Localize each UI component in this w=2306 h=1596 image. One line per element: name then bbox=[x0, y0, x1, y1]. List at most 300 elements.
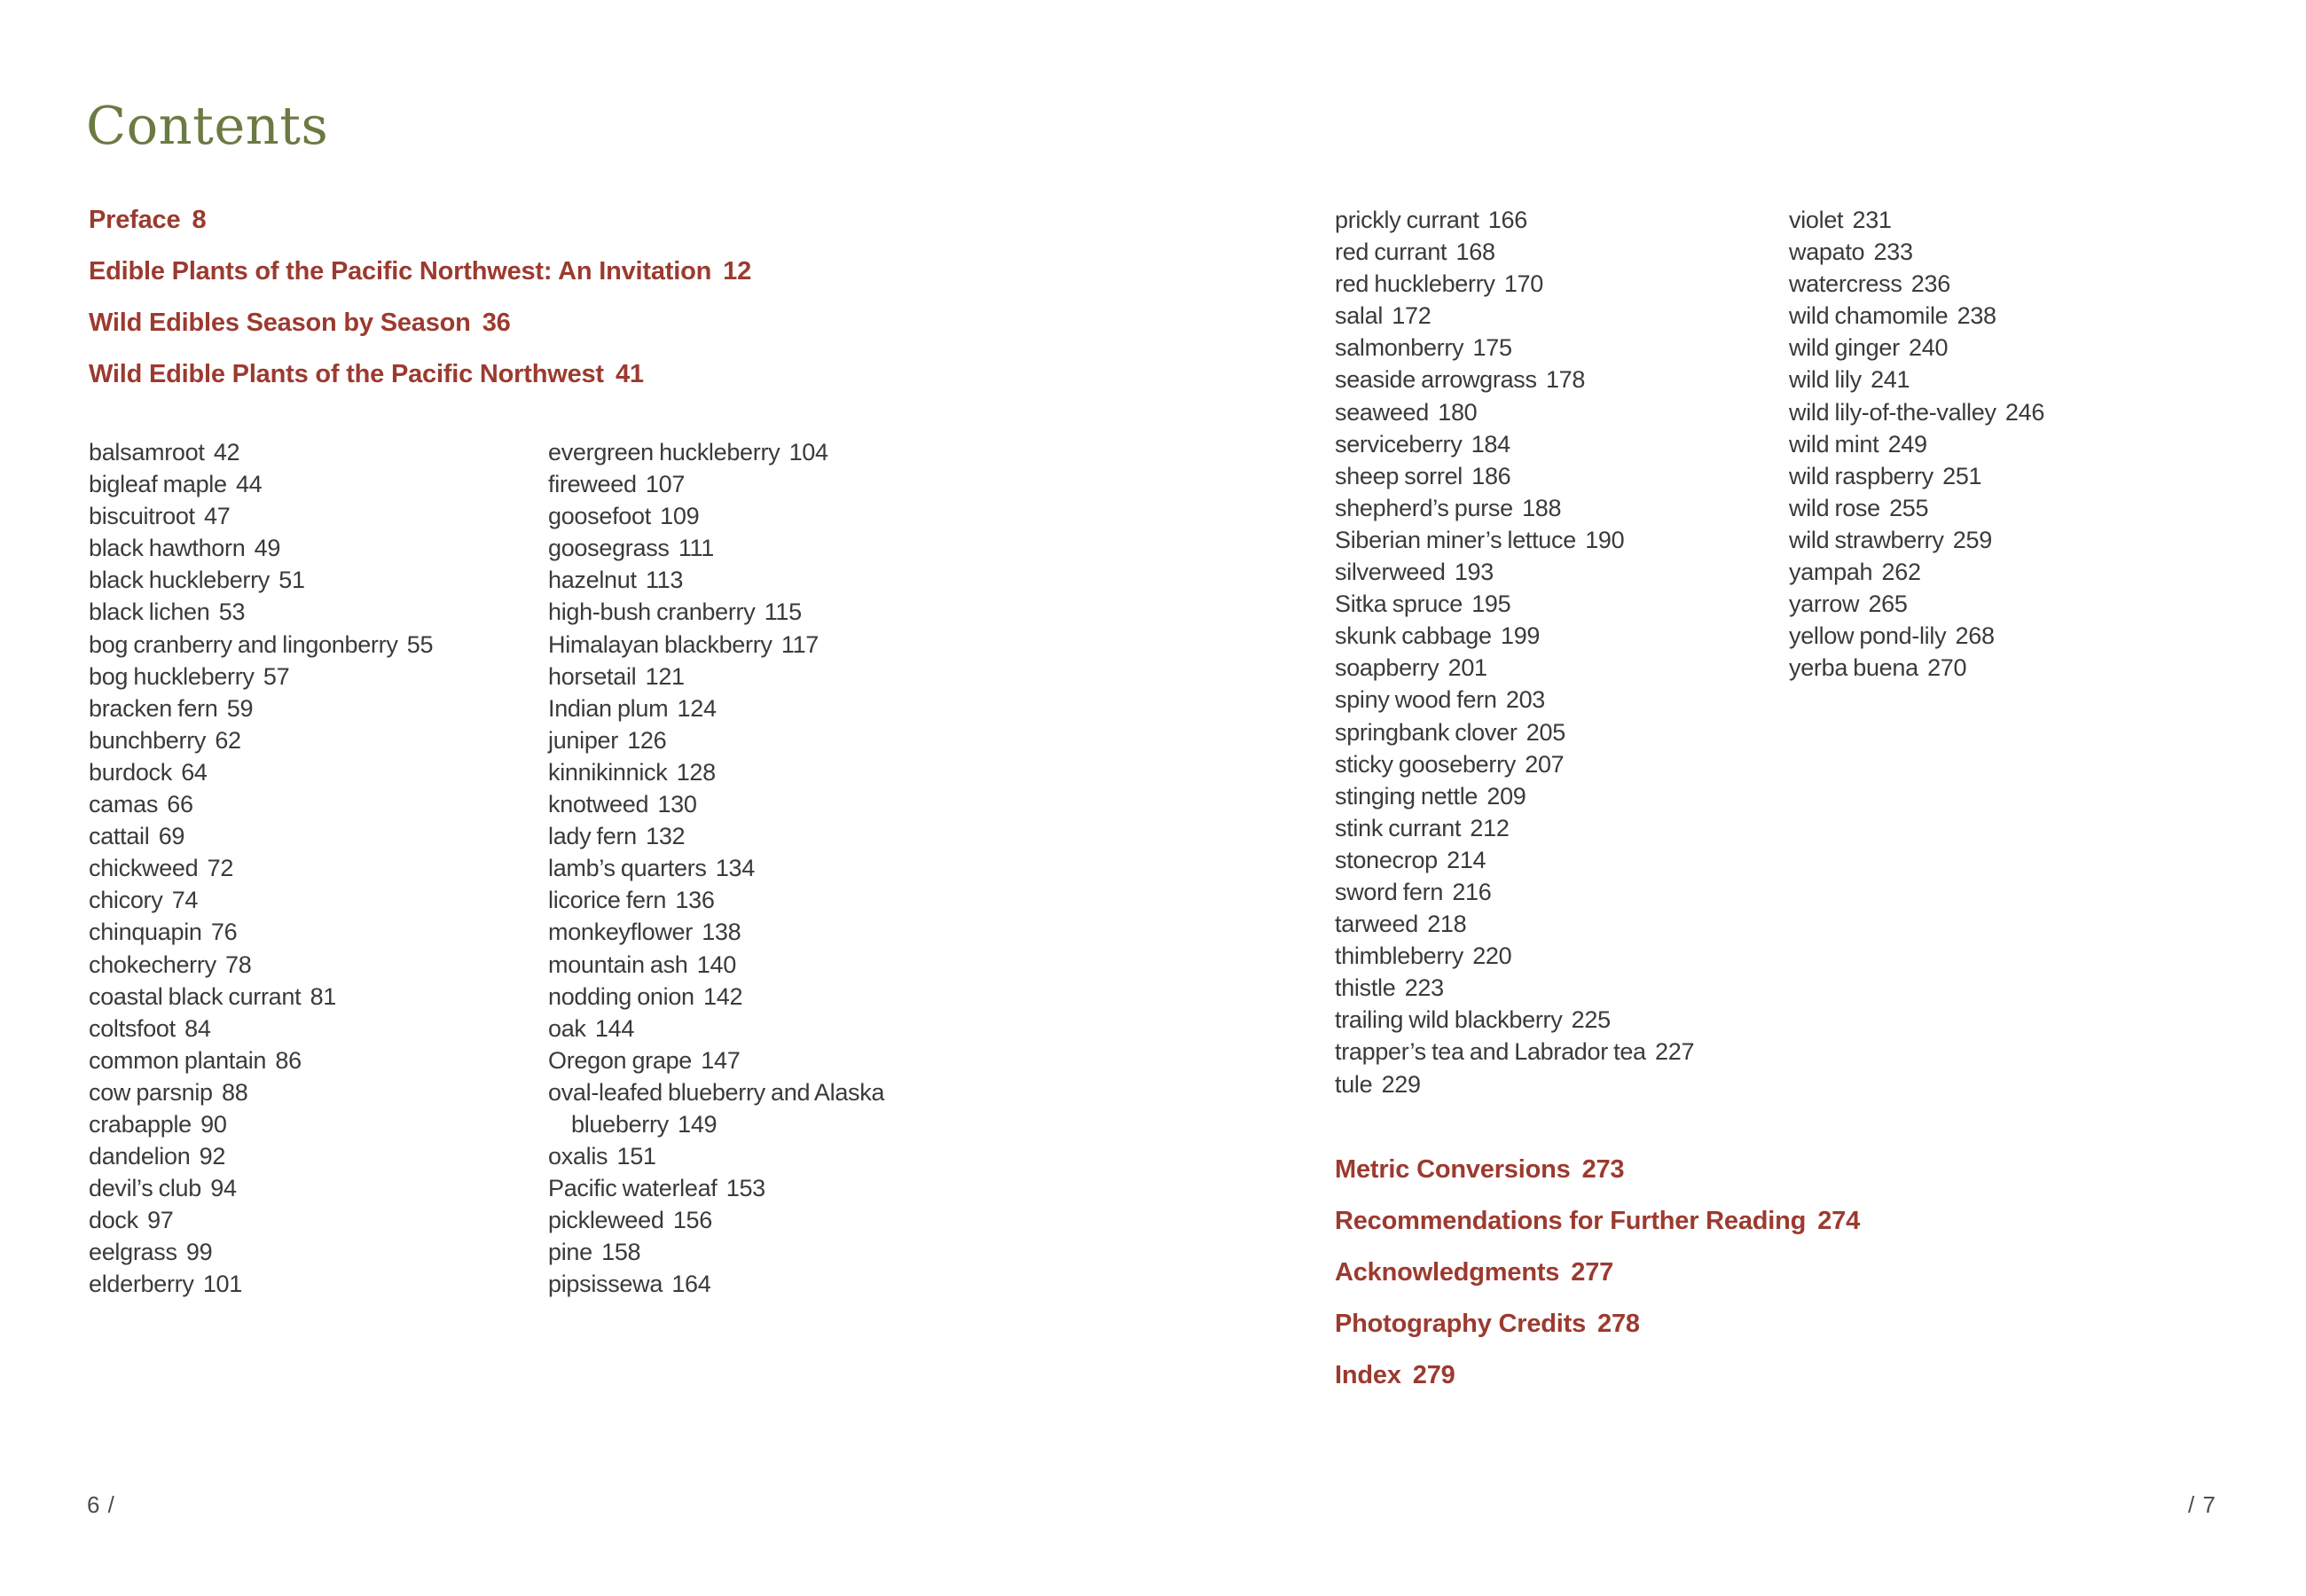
page-number: 164 bbox=[671, 1271, 711, 1298]
toc-entry bbox=[89, 692, 433, 724]
toc-entry bbox=[89, 1076, 433, 1108]
plant-name: Himalayan blackberry bbox=[548, 630, 773, 658]
toc-entry bbox=[1335, 588, 1694, 620]
toc-entry bbox=[1789, 396, 2044, 428]
toc-entry bbox=[548, 1013, 884, 1044]
plant-name: coltsfoot bbox=[89, 1014, 176, 1042]
toc-entry bbox=[1789, 332, 2044, 364]
toc-entry bbox=[1335, 1068, 1694, 1100]
toc-entry bbox=[89, 788, 433, 820]
page-number: 199 bbox=[1500, 622, 1541, 650]
toc-entry bbox=[548, 1204, 884, 1236]
page-number: 249 bbox=[1887, 430, 1927, 458]
toc-entry bbox=[1335, 332, 1694, 364]
page-number: 94 bbox=[210, 1175, 237, 1202]
plant-name: black lichen bbox=[89, 598, 210, 626]
plant-name: cattail bbox=[89, 823, 150, 850]
toc-entry bbox=[1789, 204, 2044, 236]
toc-entry bbox=[1335, 300, 1694, 332]
plant-name: thimbleberry bbox=[1335, 943, 1463, 970]
plant-name: seaside arrowgrass bbox=[1335, 366, 1537, 394]
plant-name: silverweed bbox=[1335, 559, 1446, 586]
page-number: 262 bbox=[1881, 559, 1921, 586]
plant-column-3 bbox=[1335, 204, 1694, 1100]
page-number: 126 bbox=[627, 726, 667, 754]
page-number: 255 bbox=[1889, 494, 1929, 521]
page-number: 84 bbox=[184, 1014, 211, 1042]
toc-entry bbox=[89, 820, 433, 852]
page-number: 74 bbox=[171, 887, 199, 914]
page-number: 130 bbox=[657, 791, 697, 818]
toc-entry bbox=[1335, 748, 1694, 780]
plant-name: yellow pond-lily bbox=[1789, 622, 1947, 650]
plant-name: yampah bbox=[1789, 559, 1873, 586]
page-number: 64 bbox=[181, 758, 208, 786]
toc-entry bbox=[548, 852, 884, 884]
page-number: 142 bbox=[703, 982, 743, 1010]
toc-entry bbox=[89, 596, 433, 628]
page-number: 69 bbox=[158, 823, 185, 850]
toc-entry bbox=[1789, 492, 2044, 524]
page-title: Contents bbox=[86, 95, 329, 156]
page-number: 128 bbox=[676, 758, 716, 786]
plant-name: wild lily bbox=[1789, 366, 1862, 394]
toc-entry bbox=[1335, 268, 1694, 300]
plant-name: trapper’s tea and Labrador tea bbox=[1335, 1038, 1646, 1066]
toc-entry bbox=[1789, 524, 2044, 556]
plant-name: bracken fern bbox=[89, 694, 218, 722]
toc-entry bbox=[89, 724, 433, 756]
page-number: 153 bbox=[726, 1175, 765, 1202]
plant-name: lamb’s quarters bbox=[548, 855, 707, 882]
toc-entry bbox=[1335, 1036, 1694, 1068]
toc-entry bbox=[548, 788, 884, 820]
back-matter-list bbox=[1335, 1144, 1860, 1401]
plant-name: trailing wild blackberry bbox=[1335, 1006, 1563, 1034]
plant-name: common plantain bbox=[89, 1046, 267, 1074]
plant-name: stink currant bbox=[1335, 814, 1462, 841]
toc-entry bbox=[1789, 556, 2044, 588]
plant-name: Indian plum bbox=[548, 694, 669, 722]
toc-entry bbox=[548, 1236, 884, 1268]
plant-name: chinquapin bbox=[89, 919, 202, 946]
toc-entry bbox=[548, 1044, 884, 1076]
right-page-number: / 7 bbox=[2188, 1491, 2216, 1518]
section-label: Recommendations for Further Reading bbox=[1335, 1207, 1807, 1235]
toc-entry bbox=[548, 629, 884, 661]
section-label: Acknowledgments bbox=[1335, 1258, 1560, 1287]
toc-entry bbox=[1335, 428, 1694, 460]
toc-entry bbox=[1335, 364, 1694, 395]
plant-name: blueberry bbox=[571, 1110, 669, 1138]
plant-name: chokecherry bbox=[89, 951, 216, 978]
page-number: 277 bbox=[1571, 1258, 1614, 1287]
page-number: 190 bbox=[1585, 526, 1625, 553]
toc-entry bbox=[1789, 268, 2044, 300]
plant-column-2 bbox=[548, 436, 884, 1301]
toc-entry bbox=[548, 724, 884, 756]
page-number: 233 bbox=[1873, 239, 1913, 266]
page-number: 175 bbox=[1472, 334, 1512, 362]
plant-name: hazelnut bbox=[548, 567, 637, 594]
toc-entry bbox=[548, 500, 884, 532]
plant-name: horsetail bbox=[548, 662, 637, 690]
plant-name: yerba buena bbox=[1789, 654, 1918, 682]
plant-name: tarweed bbox=[1335, 911, 1418, 938]
toc-entry bbox=[89, 468, 433, 500]
toc-section-heading bbox=[89, 297, 751, 348]
page-number: 216 bbox=[1452, 878, 1492, 905]
page-number: 178 bbox=[1545, 366, 1586, 394]
plant-name: dock bbox=[89, 1207, 138, 1234]
toc-entry bbox=[548, 596, 884, 628]
toc-entry bbox=[1335, 1004, 1694, 1036]
plant-name: Pacific waterleaf bbox=[548, 1175, 718, 1202]
plant-name: goosefoot bbox=[548, 503, 651, 530]
page-number: 193 bbox=[1454, 559, 1494, 586]
page-number: 88 bbox=[222, 1078, 248, 1106]
plant-name: wild lily-of-the-valley bbox=[1789, 398, 1996, 426]
page-number: 188 bbox=[1522, 494, 1562, 521]
toc-entry bbox=[548, 916, 884, 948]
plant-name: high-bush cranberry bbox=[548, 598, 756, 626]
page-number: 195 bbox=[1471, 591, 1511, 618]
page-number: 113 bbox=[645, 567, 684, 594]
toc-entry bbox=[1335, 236, 1694, 268]
page-number: 214 bbox=[1447, 846, 1486, 873]
toc-entry bbox=[1789, 236, 2044, 268]
toc-entry bbox=[89, 1140, 433, 1172]
plant-name: watercress bbox=[1789, 270, 1902, 298]
section-label: Wild Edible Plants of the Pacific Northwest bbox=[89, 360, 604, 388]
plant-name: chickweed bbox=[89, 855, 199, 882]
plant-name: oxalis bbox=[548, 1143, 608, 1170]
page-number: 168 bbox=[1455, 239, 1495, 266]
toc-entry bbox=[1335, 812, 1694, 844]
page-number: 205 bbox=[1526, 718, 1565, 746]
page-number: 220 bbox=[1472, 943, 1512, 970]
toc-entry bbox=[1335, 524, 1694, 556]
plant-name: sword fern bbox=[1335, 878, 1444, 905]
toc-entry bbox=[89, 949, 433, 981]
plant-name: wild ginger bbox=[1789, 334, 1900, 362]
plant-name: elderberry bbox=[89, 1271, 194, 1298]
section-label: Metric Conversions bbox=[1335, 1155, 1571, 1184]
plant-name: burdock bbox=[89, 758, 172, 786]
plant-name: spiny wood fern bbox=[1335, 686, 1497, 714]
toc-entry bbox=[548, 884, 884, 916]
toc-entry bbox=[1335, 780, 1694, 812]
plant-name: wild rose bbox=[1789, 494, 1880, 521]
plant-name: skunk cabbage bbox=[1335, 622, 1492, 650]
page-number: 76 bbox=[210, 919, 238, 946]
page-number: 107 bbox=[645, 471, 686, 498]
toc-entry bbox=[1335, 684, 1694, 716]
page-number: 90 bbox=[200, 1110, 227, 1138]
page-number: 201 bbox=[1447, 654, 1487, 682]
page-number: 184 bbox=[1471, 430, 1510, 458]
plant-name: devil’s club bbox=[89, 1175, 201, 1202]
plant-name: wild chamomile bbox=[1789, 302, 1949, 330]
page-number: 225 bbox=[1571, 1006, 1611, 1034]
toc-entry bbox=[89, 661, 433, 692]
page-number: 42 bbox=[213, 439, 240, 466]
toc-entry bbox=[1789, 652, 2044, 684]
page-number: 104 bbox=[788, 439, 828, 466]
toc-entry bbox=[548, 1108, 884, 1140]
plant-name: kinnikinnick bbox=[548, 758, 668, 786]
plant-name: thistle bbox=[1335, 974, 1396, 1002]
toc-entry bbox=[1335, 940, 1694, 972]
page-number: 151 bbox=[616, 1143, 656, 1170]
page-number: 51 bbox=[278, 567, 305, 594]
toc-entry bbox=[548, 692, 884, 724]
page-number: 53 bbox=[218, 598, 246, 626]
toc-section-heading bbox=[1335, 1195, 1860, 1247]
plant-name: dandelion bbox=[89, 1143, 191, 1170]
toc-entry bbox=[1335, 556, 1694, 588]
page-number: 238 bbox=[1957, 302, 1996, 330]
page-number: 273 bbox=[1581, 1155, 1625, 1184]
plant-name: cow parsnip bbox=[89, 1078, 213, 1106]
plant-name: wild strawberry bbox=[1789, 526, 1944, 553]
toc-entry bbox=[548, 1172, 884, 1204]
toc-entry bbox=[89, 532, 433, 564]
plant-name: Sitka spruce bbox=[1335, 591, 1463, 618]
plant-name: black hawthorn bbox=[89, 535, 246, 562]
toc-entry bbox=[89, 500, 433, 532]
plant-name: bunchberry bbox=[89, 726, 207, 754]
page-number: 36 bbox=[482, 309, 511, 337]
page-number: 180 bbox=[1438, 398, 1478, 426]
toc-entry bbox=[89, 1108, 433, 1140]
plant-name: pickleweed bbox=[548, 1207, 664, 1234]
toc-entry bbox=[89, 852, 433, 884]
plant-name: juniper bbox=[548, 726, 618, 754]
page-number: 158 bbox=[601, 1239, 641, 1266]
front-matter-list bbox=[89, 194, 751, 400]
toc-section-heading bbox=[89, 246, 751, 297]
page-number: 227 bbox=[1655, 1038, 1695, 1066]
plant-name: soapberry bbox=[1335, 654, 1439, 682]
toc-entry bbox=[89, 1172, 433, 1204]
page-number: 144 bbox=[594, 1014, 635, 1042]
toc-entry bbox=[1335, 844, 1694, 876]
toc-entry bbox=[548, 661, 884, 692]
page-number: 170 bbox=[1503, 270, 1543, 298]
page-number: 99 bbox=[185, 1239, 213, 1266]
toc-entry bbox=[548, 756, 884, 788]
plant-name: seaweed bbox=[1335, 398, 1429, 426]
page-number: 47 bbox=[204, 503, 231, 530]
page-number: 149 bbox=[678, 1110, 718, 1138]
page-number: 81 bbox=[310, 982, 337, 1010]
page-number: 62 bbox=[215, 726, 241, 754]
toc-entry bbox=[1335, 204, 1694, 236]
plant-name: bog huckleberry bbox=[89, 662, 255, 690]
plant-name: biscuitroot bbox=[89, 503, 195, 530]
page-number: 240 bbox=[1909, 334, 1949, 362]
plant-name: pipsissewa bbox=[548, 1271, 663, 1298]
plant-name: tule bbox=[1335, 1070, 1373, 1098]
toc-entry bbox=[89, 756, 433, 788]
toc-entry bbox=[1335, 876, 1694, 908]
page-number: 207 bbox=[1525, 750, 1565, 778]
page-number: 57 bbox=[263, 662, 290, 690]
page-number: 8 bbox=[192, 206, 207, 234]
page-number: 101 bbox=[202, 1271, 242, 1298]
plant-column-1 bbox=[89, 436, 433, 1301]
plant-name: salmonberry bbox=[1335, 334, 1464, 362]
plant-name: stonecrop bbox=[1335, 846, 1438, 873]
toc-entry bbox=[1335, 972, 1694, 1004]
toc-entry bbox=[548, 1076, 884, 1108]
page-number: 265 bbox=[1868, 591, 1908, 618]
plant-name: sheep sorrel bbox=[1335, 462, 1463, 489]
plant-name: pine bbox=[548, 1239, 592, 1266]
toc-entry bbox=[1335, 396, 1694, 428]
plant-name: red huckleberry bbox=[1335, 270, 1495, 298]
plant-name: camas bbox=[89, 791, 159, 818]
page-number: 218 bbox=[1427, 911, 1467, 938]
page-number: 166 bbox=[1487, 207, 1527, 233]
toc-section-heading bbox=[89, 194, 751, 246]
section-label: Edible Plants of the Pacific Northwest: An Invitation bbox=[89, 257, 712, 286]
page-number: 268 bbox=[1955, 622, 1995, 650]
plant-name: serviceberry bbox=[1335, 430, 1463, 458]
toc-section-heading bbox=[1335, 1350, 1860, 1401]
page-number: 231 bbox=[1852, 207, 1892, 233]
plant-name: knotweed bbox=[548, 791, 649, 818]
section-label: Index bbox=[1335, 1361, 1401, 1389]
plant-name: licorice fern bbox=[548, 887, 667, 914]
toc-entry bbox=[1789, 364, 2044, 395]
plant-name: violet bbox=[1789, 207, 1844, 233]
plant-column-4 bbox=[1789, 204, 2044, 684]
toc-entry bbox=[89, 1044, 433, 1076]
plant-name: crabapple bbox=[89, 1110, 192, 1138]
toc-entry bbox=[1335, 620, 1694, 652]
page-number: 44 bbox=[235, 471, 263, 498]
page-number: 186 bbox=[1471, 462, 1511, 489]
toc-entry bbox=[89, 916, 433, 948]
plant-name: Oregon grape bbox=[548, 1046, 693, 1074]
toc-entry bbox=[548, 1268, 884, 1300]
page-number: 92 bbox=[199, 1143, 226, 1170]
page-number: 138 bbox=[702, 919, 741, 946]
toc-entry bbox=[1335, 652, 1694, 684]
page-number: 111 bbox=[678, 535, 714, 562]
toc-entry bbox=[1335, 492, 1694, 524]
toc-entry bbox=[1789, 300, 2044, 332]
toc-entry bbox=[1789, 588, 2044, 620]
toc-entry bbox=[1335, 460, 1694, 492]
plant-name: wild raspberry bbox=[1789, 462, 1933, 489]
page-number: 72 bbox=[207, 855, 234, 882]
plant-name: red currant bbox=[1335, 239, 1447, 266]
page-number: 278 bbox=[1597, 1310, 1640, 1338]
page-number: 66 bbox=[167, 791, 193, 818]
plant-name: evergreen huckleberry bbox=[548, 439, 780, 466]
page-number: 41 bbox=[615, 360, 644, 388]
page-number: 246 bbox=[2004, 398, 2045, 426]
toc-entry bbox=[548, 532, 884, 564]
page-number: 49 bbox=[254, 535, 281, 562]
page-number: 121 bbox=[645, 662, 685, 690]
page-number: 132 bbox=[646, 823, 686, 850]
page-number: 209 bbox=[1486, 782, 1526, 810]
plant-name: yarrow bbox=[1789, 591, 1860, 618]
plant-name: eelgrass bbox=[89, 1239, 177, 1266]
toc-entry bbox=[548, 1140, 884, 1172]
toc-entry bbox=[548, 820, 884, 852]
toc-entry bbox=[1335, 716, 1694, 748]
plant-name: wild mint bbox=[1789, 430, 1879, 458]
toc-entry bbox=[548, 981, 884, 1013]
plant-name: springbank clover bbox=[1335, 718, 1518, 746]
page-number: 229 bbox=[1381, 1070, 1421, 1098]
page-number: 12 bbox=[723, 257, 752, 286]
page-number: 241 bbox=[1871, 366, 1910, 394]
plant-name: oak bbox=[548, 1014, 586, 1042]
page-number: 236 bbox=[1910, 270, 1950, 298]
toc-entry bbox=[548, 949, 884, 981]
toc-entry bbox=[89, 629, 433, 661]
plant-name: Siberian miner’s lettuce bbox=[1335, 526, 1576, 553]
toc-entry bbox=[548, 468, 884, 500]
toc-entry bbox=[548, 436, 884, 468]
plant-name: bog cranberry and lingonberry bbox=[89, 630, 398, 658]
page-number: 223 bbox=[1404, 974, 1444, 1002]
toc-section-heading bbox=[1335, 1144, 1860, 1195]
toc-entry bbox=[548, 564, 884, 596]
page-number: 212 bbox=[1470, 814, 1510, 841]
page-number: 203 bbox=[1505, 686, 1546, 714]
toc-entry bbox=[89, 884, 433, 916]
plant-name: wapato bbox=[1789, 239, 1865, 266]
page-number: 97 bbox=[147, 1207, 174, 1234]
toc-entry bbox=[1789, 428, 2044, 460]
page-number: 274 bbox=[1817, 1207, 1861, 1235]
toc-entry bbox=[89, 1268, 433, 1300]
page-number: 124 bbox=[677, 694, 717, 722]
section-label: Photography Credits bbox=[1335, 1310, 1586, 1338]
toc-entry bbox=[1335, 908, 1694, 940]
toc-entry bbox=[1789, 620, 2044, 652]
plant-name: stinging nettle bbox=[1335, 782, 1479, 810]
plant-name: monkeyflower bbox=[548, 919, 693, 946]
page-number: 117 bbox=[780, 630, 820, 658]
page-number: 115 bbox=[764, 598, 802, 626]
plant-name: prickly currant bbox=[1335, 207, 1479, 233]
section-label: Preface bbox=[89, 206, 181, 234]
page-number: 279 bbox=[1412, 1361, 1455, 1389]
plant-name: sticky gooseberry bbox=[1335, 750, 1516, 778]
plant-name: fireweed bbox=[548, 471, 637, 498]
page-number: 156 bbox=[672, 1207, 712, 1234]
page-number: 251 bbox=[1942, 462, 1982, 489]
page-number: 109 bbox=[660, 503, 700, 530]
plant-name: shepherd’s purse bbox=[1335, 494, 1513, 521]
plant-name: goosegrass bbox=[548, 535, 670, 562]
toc-entry bbox=[89, 981, 433, 1013]
plant-name: salal bbox=[1335, 302, 1384, 330]
page-number: 147 bbox=[701, 1046, 741, 1074]
plant-name: mountain ash bbox=[548, 951, 688, 978]
toc-section-heading bbox=[1335, 1298, 1860, 1350]
toc-entry bbox=[1789, 460, 2044, 492]
page-number: 270 bbox=[1927, 654, 1967, 682]
